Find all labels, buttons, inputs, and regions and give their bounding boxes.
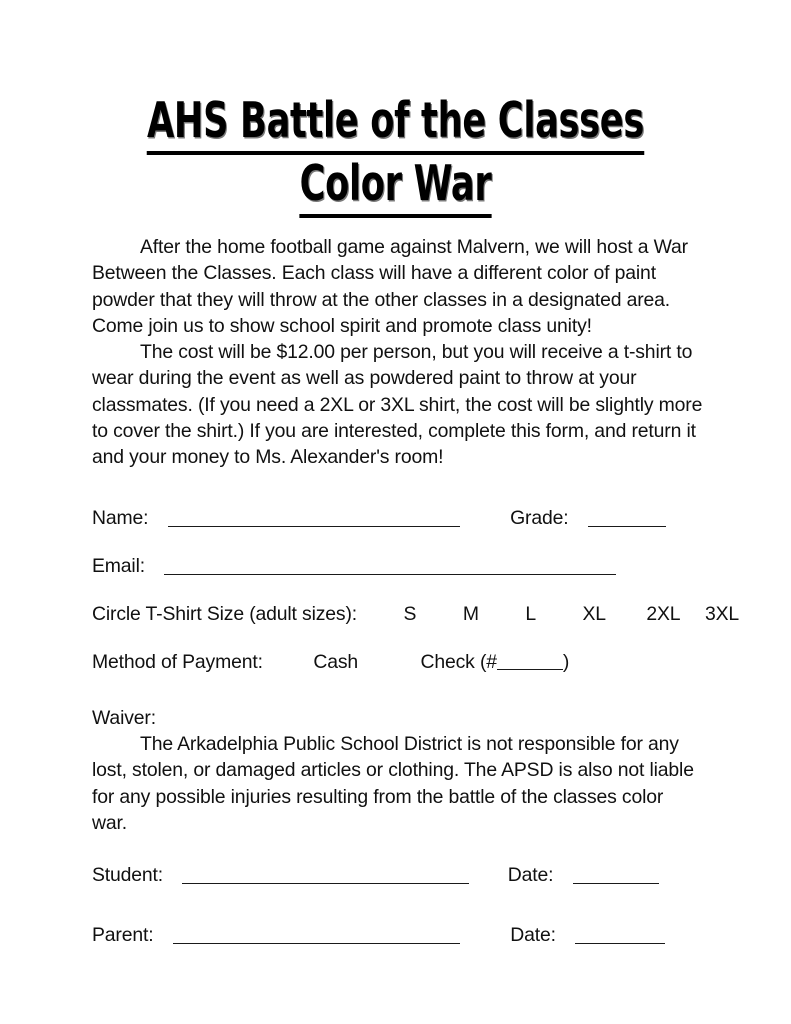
waiver-heading: Waiver: [92,706,156,729]
intro-section [0,234,791,471]
student-date-label: Date: [507,864,554,887]
tshirt-size-label: Circle T-Shirt Size (adult sizes): [92,602,358,625]
parent-date-blank[interactable] [575,928,665,944]
check-paren-close: ) [562,650,570,673]
parent-label: Parent: [92,924,154,947]
tshirt-size-option-s[interactable]: S [403,602,417,625]
waiver-section [0,705,791,836]
parent-signature-blank[interactable] [173,928,460,944]
student-date-blank[interactable] [573,868,659,884]
document-title [0,0,791,218]
name-grade-row [92,505,703,531]
parent-date-label: Date: [510,924,556,947]
payment-option-check[interactable]: Check (# [420,650,497,673]
grade-label: Grade: [510,506,569,529]
tshirt-size-option-m[interactable]: M [462,602,479,625]
payment-method-row [92,649,703,675]
registration-form [0,505,791,675]
tshirt-size-option-3xl[interactable]: 3XL [704,602,740,625]
waiver-text: The Arkadelphia Public School District is not responsible for any lost, stolen, or damaged articles or clothing. The APSD is also not liable for any possible injuries resulting from the battle of the classes color war. [92,732,694,834]
title-line-1 [111,92,681,155]
grade-input-blank[interactable] [588,511,666,527]
parent-signature-row [92,922,703,948]
title-line-2-text: Color War [300,155,492,218]
tshirt-size-option-l[interactable]: L [525,602,536,625]
payment-option-cash[interactable]: Cash [313,650,359,673]
title-line-2 [111,155,681,218]
tshirt-size-row [92,601,740,627]
student-signature-blank[interactable] [182,868,469,884]
paragraph-cost-description: The cost will be $12.00 per person, but you will receive a t-shirt to wear during the event as well as powdered paint to throw at your classmates. (If you need a 2XL or 3XL shirt, the cost will be slightly more to cover the shirt.) If you are interested, complete this form, and return it and your money to Ms. Alexander's room! [92,341,703,469]
student-signature-row [92,862,703,888]
tshirt-size-option-xl[interactable]: XL [582,602,606,625]
email-label: Email: [92,554,145,577]
paragraph-event-description: After the home football game against Malvern, we will host a War Between the Classes. Each class will have a different color of paint powder that they will throw at the other classes in a designated area. Come join us to show school spirit and promote class unity! [92,236,688,337]
signature-section [0,862,791,948]
tshirt-size-option-2xl[interactable]: 2XL [646,602,681,625]
check-number-blank[interactable] [497,656,563,670]
email-row [92,553,703,579]
name-label: Name: [92,506,149,529]
name-input-blank[interactable] [168,511,460,527]
title-line-1-text: AHS Battle of the Classes [147,92,644,155]
payment-method-label: Method of Payment: [92,650,263,673]
email-input-blank[interactable] [164,559,616,575]
student-label: Student: [92,864,164,887]
